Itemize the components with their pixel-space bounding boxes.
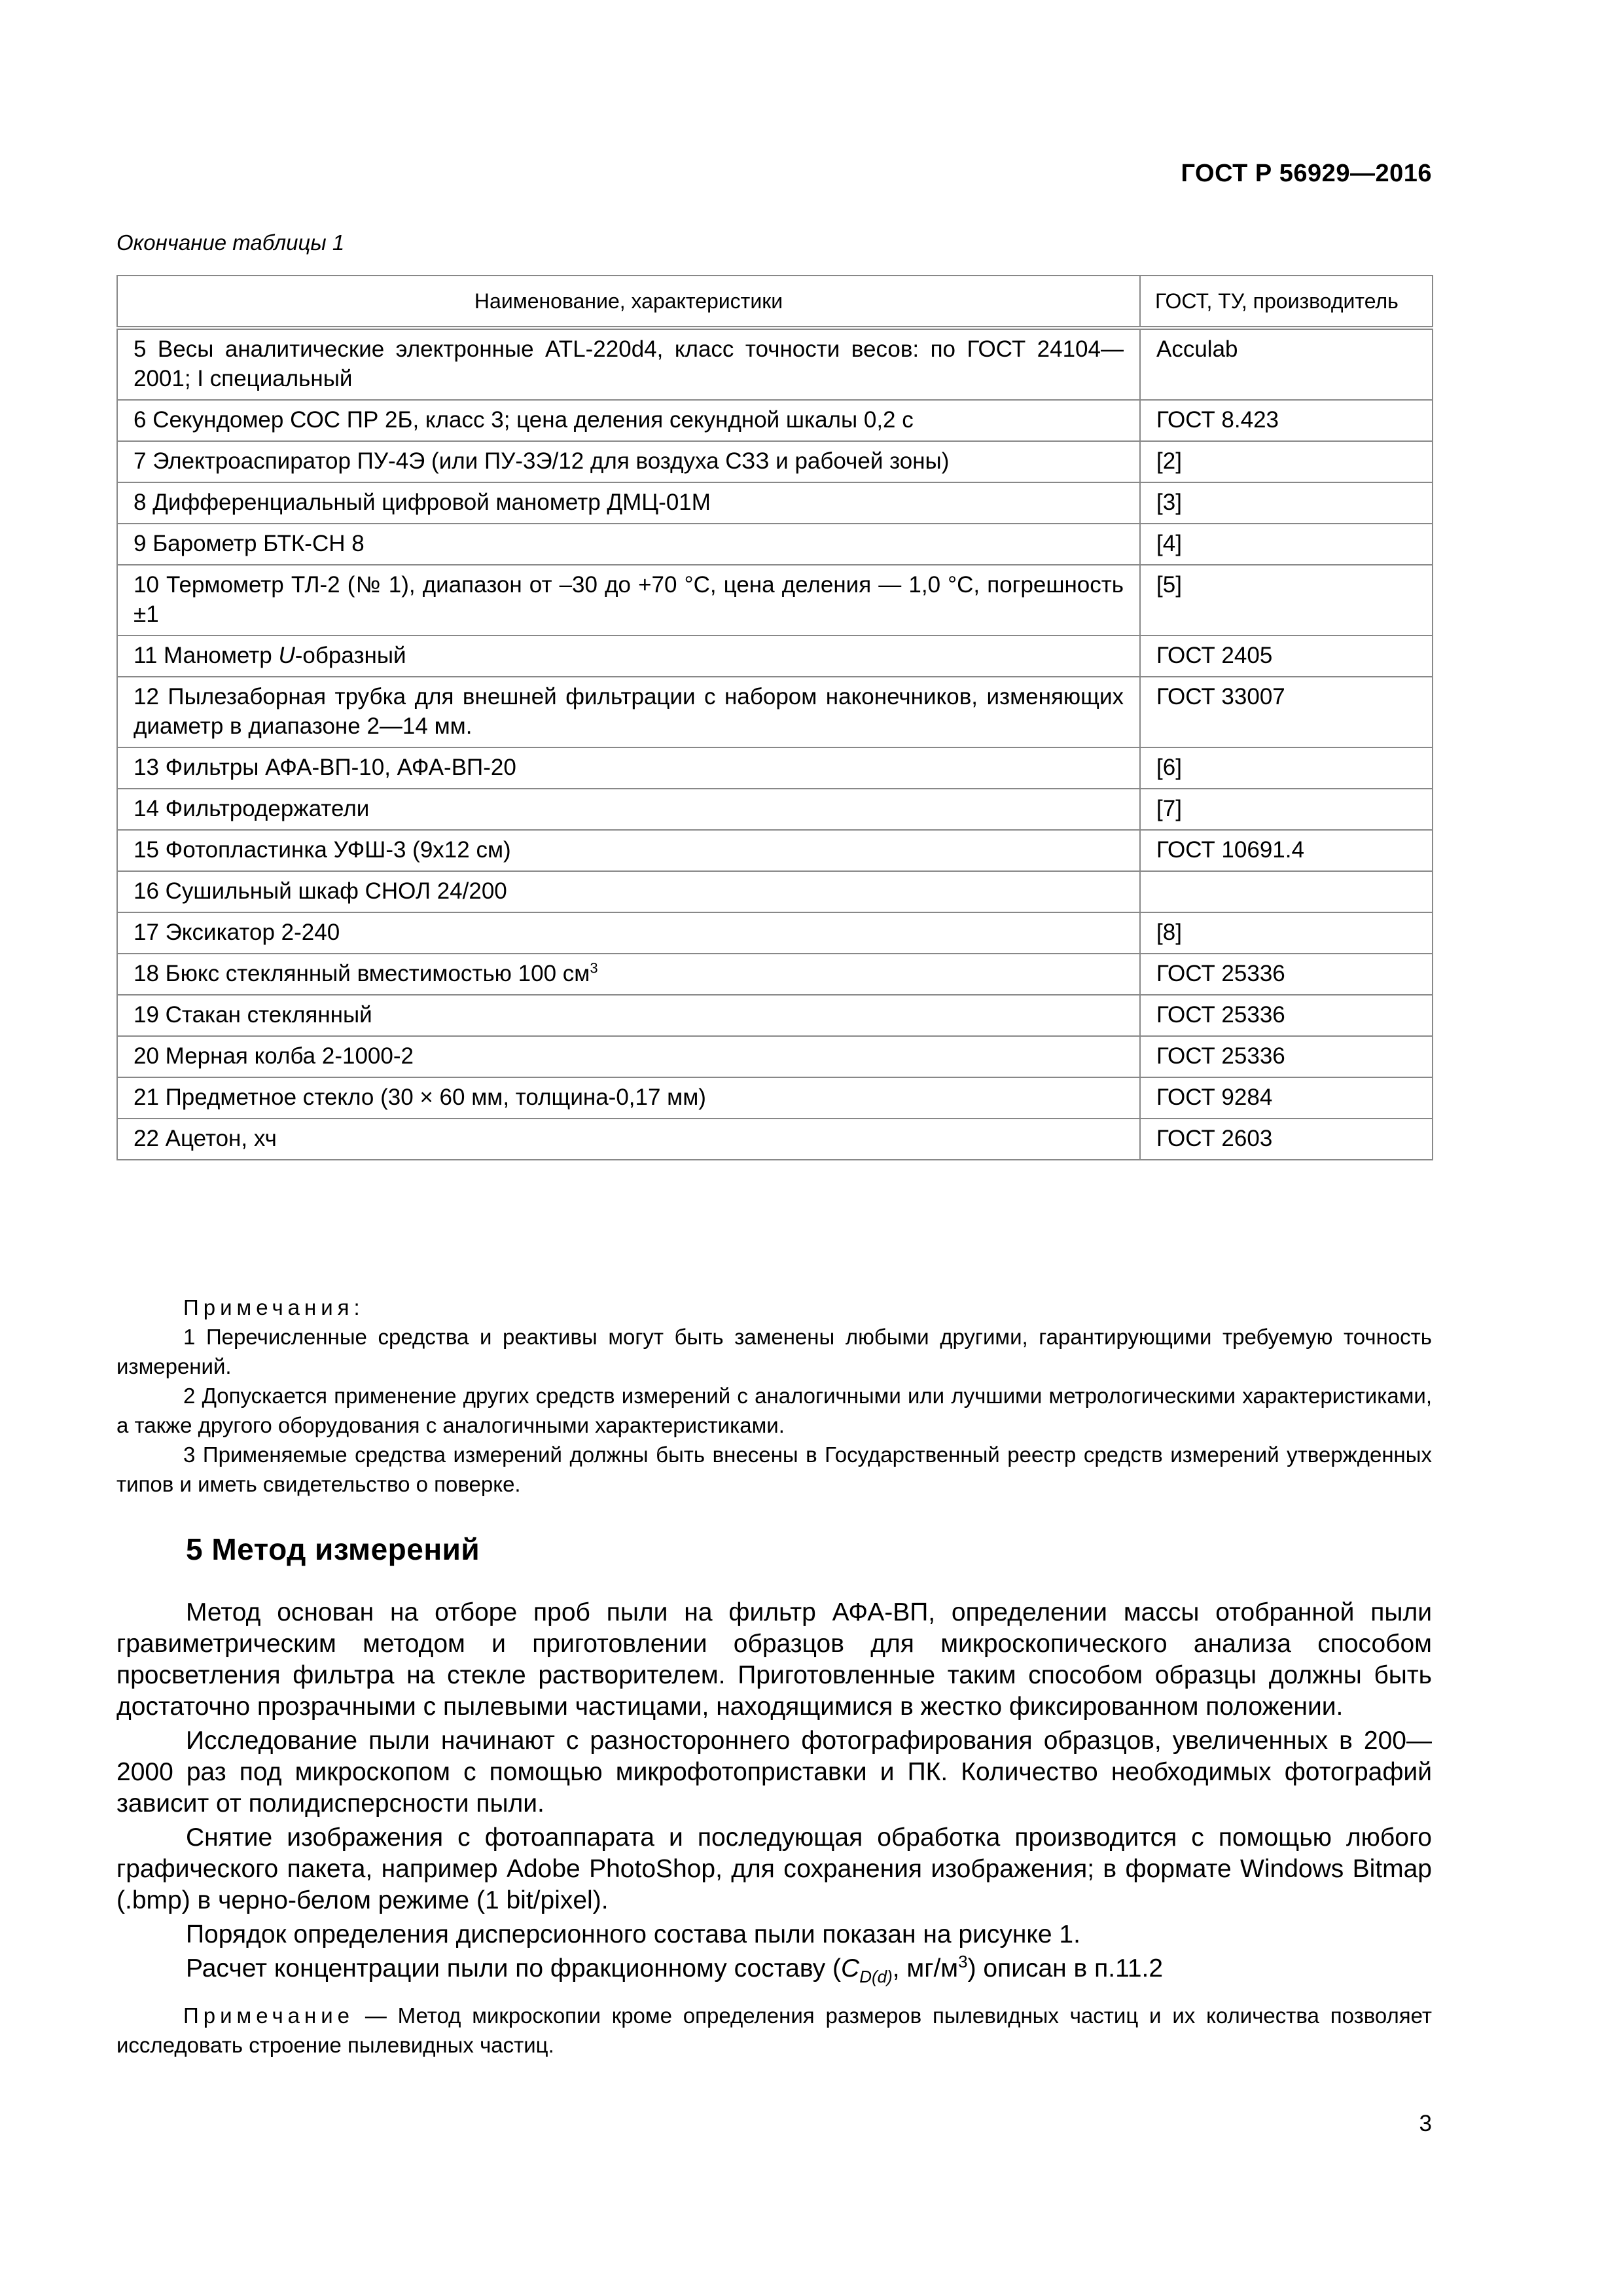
column-header-name: Наименование, характеристики bbox=[117, 276, 1140, 328]
item-reference: ГОСТ 25336 bbox=[1140, 954, 1433, 995]
item-name: 19 Стакан стеклянный bbox=[117, 995, 1140, 1036]
item-reference: [6] bbox=[1140, 747, 1433, 789]
item-name: 20 Мерная колба 2-1000-2 bbox=[117, 1036, 1140, 1077]
note-item: 2 Допускается применение других средств измерений с аналогичными или лучшими метрологическими характеристиками, а также другого оборудования с аналогичными характеристиками. bbox=[116, 1384, 1432, 1437]
item-reference: [5] bbox=[1140, 565, 1433, 636]
table-row bbox=[117, 565, 1433, 636]
table-row bbox=[117, 1077, 1433, 1119]
item-name-text: 18 Бюкс стеклянный вместимостью 100 см bbox=[134, 961, 590, 986]
item-name: 15 Фотопластинка УФШ-3 (9х12 см) bbox=[117, 830, 1140, 871]
equipment-table bbox=[116, 275, 1433, 1160]
item-reference: ГОСТ 2405 bbox=[1140, 636, 1433, 677]
item-reference: [4] bbox=[1140, 524, 1433, 565]
formula-text-before: Расчет концентрации пыли по фракционному составу ( bbox=[186, 1954, 842, 1982]
note-item: 3 Применяемые средства измерений должны быть внесены в Государственный реестр средств измерений утвержденных типов и иметь свидетельство о поверке. bbox=[116, 1443, 1432, 1496]
item-name bbox=[117, 954, 1140, 995]
method-note-paragraph bbox=[116, 2001, 1432, 2060]
column-header-reference: ГОСТ, ТУ, производитель bbox=[1140, 276, 1433, 328]
item-name: 6 Секундомер СОС ПР 2Б, класс 3; цена деления секундной шкалы 0,2 с bbox=[117, 400, 1140, 441]
item-reference: ГОСТ 9284 bbox=[1140, 1077, 1433, 1119]
item-reference: Acculab bbox=[1140, 328, 1433, 400]
formula-variable: C bbox=[841, 1954, 860, 1982]
table-row bbox=[117, 677, 1433, 747]
table-row bbox=[117, 830, 1433, 871]
item-name: 21 Предметное стекло (30 × 60 мм, толщина-0,17 мм) bbox=[117, 1077, 1140, 1119]
item-reference: [7] bbox=[1140, 789, 1433, 830]
table-row bbox=[117, 524, 1433, 565]
item-name: 8 Дифференциальный цифровой манометр ДМЦ-01М bbox=[117, 482, 1140, 524]
item-reference: ГОСТ 33007 bbox=[1140, 677, 1433, 747]
item-name: 22 Ацетон, хч bbox=[117, 1119, 1140, 1160]
item-name: 10 Термометр ТЛ-2 (№ 1), диапазон от –30 до +70 °С, цена деления — 1,0 °С, погрешность ±1 bbox=[117, 565, 1140, 636]
item-reference: ГОСТ 2603 bbox=[1140, 1119, 1433, 1160]
formula-text-after: ) описан в п.11.2 bbox=[967, 1954, 1164, 1982]
superscript-cubed: 3 bbox=[590, 960, 598, 977]
body-paragraph: Метод основан на отборе проб пыли на фильтр АФА-ВП, определении массы отобранной пыли гравиметрическим методом и приготовлении образцов для микроскопического анализа способом просветления фильтра на стекле растворителем. Приготовленные таким способом образцы должны быть достаточно прозрачными с пылевыми частицами, находящимися в жестко фиксированном положении. bbox=[116, 1598, 1432, 1721]
item-name: 17 Эксикатор 2-240 bbox=[117, 912, 1140, 954]
page-number: 3 bbox=[1419, 2111, 1432, 2136]
table-caption: Окончание таблицы 1 bbox=[116, 230, 345, 255]
section-heading: 5 Метод измерений bbox=[186, 1532, 480, 1566]
item-name: 13 Фильтры АФА-ВП-10, АФА-ВП-20 bbox=[117, 747, 1140, 789]
formula-units-superscript: 3 bbox=[958, 1952, 968, 1971]
item-name-suffix: -образный bbox=[294, 643, 406, 668]
method-note bbox=[116, 2001, 1432, 2060]
table-row bbox=[117, 954, 1433, 995]
item-name: 12 Пылезаборная трубка для внешней фильтрации с набором наконечников, изменяющих диаметр в диапазоне 2—14 мм. bbox=[117, 677, 1140, 747]
table-row bbox=[117, 871, 1433, 912]
item-name: 14 Фильтродержатели bbox=[117, 789, 1140, 830]
item-name: 16 Сушильный шкаф СНОЛ 24/200 bbox=[117, 871, 1140, 912]
section-body bbox=[116, 1597, 1432, 1984]
item-reference: ГОСТ 10691.4 bbox=[1140, 830, 1433, 871]
table-header-row bbox=[117, 276, 1433, 328]
method-note-label: Примечание bbox=[183, 2003, 355, 2028]
item-name bbox=[117, 636, 1140, 677]
item-reference: ГОСТ 25336 bbox=[1140, 1036, 1433, 1077]
formula-subscript: D(d) bbox=[859, 1966, 893, 1986]
item-name-italic: U bbox=[278, 643, 295, 668]
table-row bbox=[117, 482, 1433, 524]
method-note-text: — Метод микроскопии кроме определения размеров пылевидных частиц и их количества позволяет исследовать строение пылевидных частиц. bbox=[116, 2003, 1432, 2057]
item-name: 5 Весы аналитические электронные ATL-220d4, класс точности весов: по ГОСТ 24104—2001; I специальный bbox=[117, 328, 1140, 400]
table-row bbox=[117, 328, 1433, 400]
formula-paragraph bbox=[116, 1953, 1432, 1984]
item-reference bbox=[1140, 871, 1433, 912]
table-row bbox=[117, 1119, 1433, 1160]
item-reference: ГОСТ 25336 bbox=[1140, 995, 1433, 1036]
table-notes bbox=[116, 1293, 1432, 1499]
body-paragraph: Исследование пыли начинают с разностороннего фотографирования образцов, увеличенных в 200—2000 раз под микроскопом с помощью микрофотоприставки и ПК. Количество необходимых фотографий зависит от полидисперсности пыли. bbox=[116, 1727, 1432, 1818]
body-paragraph: Порядок определения дисперсионного состава пыли показан на рисунке 1. bbox=[186, 1920, 1080, 1948]
note-item: 1 Перечисленные средства и реактивы могут быть заменены любыми другими, гарантирующими требуемую точность измерений. bbox=[116, 1325, 1432, 1378]
item-name-prefix: 11 Манометр bbox=[134, 643, 279, 668]
table-row bbox=[117, 400, 1433, 441]
table-row bbox=[117, 441, 1433, 482]
standard-number: ГОСТ Р 56929—2016 bbox=[1181, 160, 1432, 187]
item-reference: [3] bbox=[1140, 482, 1433, 524]
table-row bbox=[117, 789, 1433, 830]
body-paragraph: Снятие изображения с фотоаппарата и последующая обработка производится с помощью любого графического пакета, например Adobe PhotoShop, для сохранения изображения; в формате Windows Bitmap (.bmp) в черно-белом режиме (1 bit/pixel). bbox=[116, 1823, 1432, 1914]
table-row bbox=[117, 995, 1433, 1036]
item-name: 9 Барометр БТК-СН 8 bbox=[117, 524, 1140, 565]
table-row bbox=[117, 636, 1433, 677]
notes-heading: Примечания: bbox=[183, 1295, 365, 1319]
item-name: 7 Электроаспиратор ПУ-4Э (или ПУ-3Э/12 для воздуха СЗЗ и рабочей зоны) bbox=[117, 441, 1140, 482]
item-reference: ГОСТ 8.423 bbox=[1140, 400, 1433, 441]
formula-units: , мг/м bbox=[892, 1954, 959, 1982]
item-reference: [2] bbox=[1140, 441, 1433, 482]
table-row bbox=[117, 912, 1433, 954]
item-reference: [8] bbox=[1140, 912, 1433, 954]
table-row bbox=[117, 747, 1433, 789]
table-row bbox=[117, 1036, 1433, 1077]
